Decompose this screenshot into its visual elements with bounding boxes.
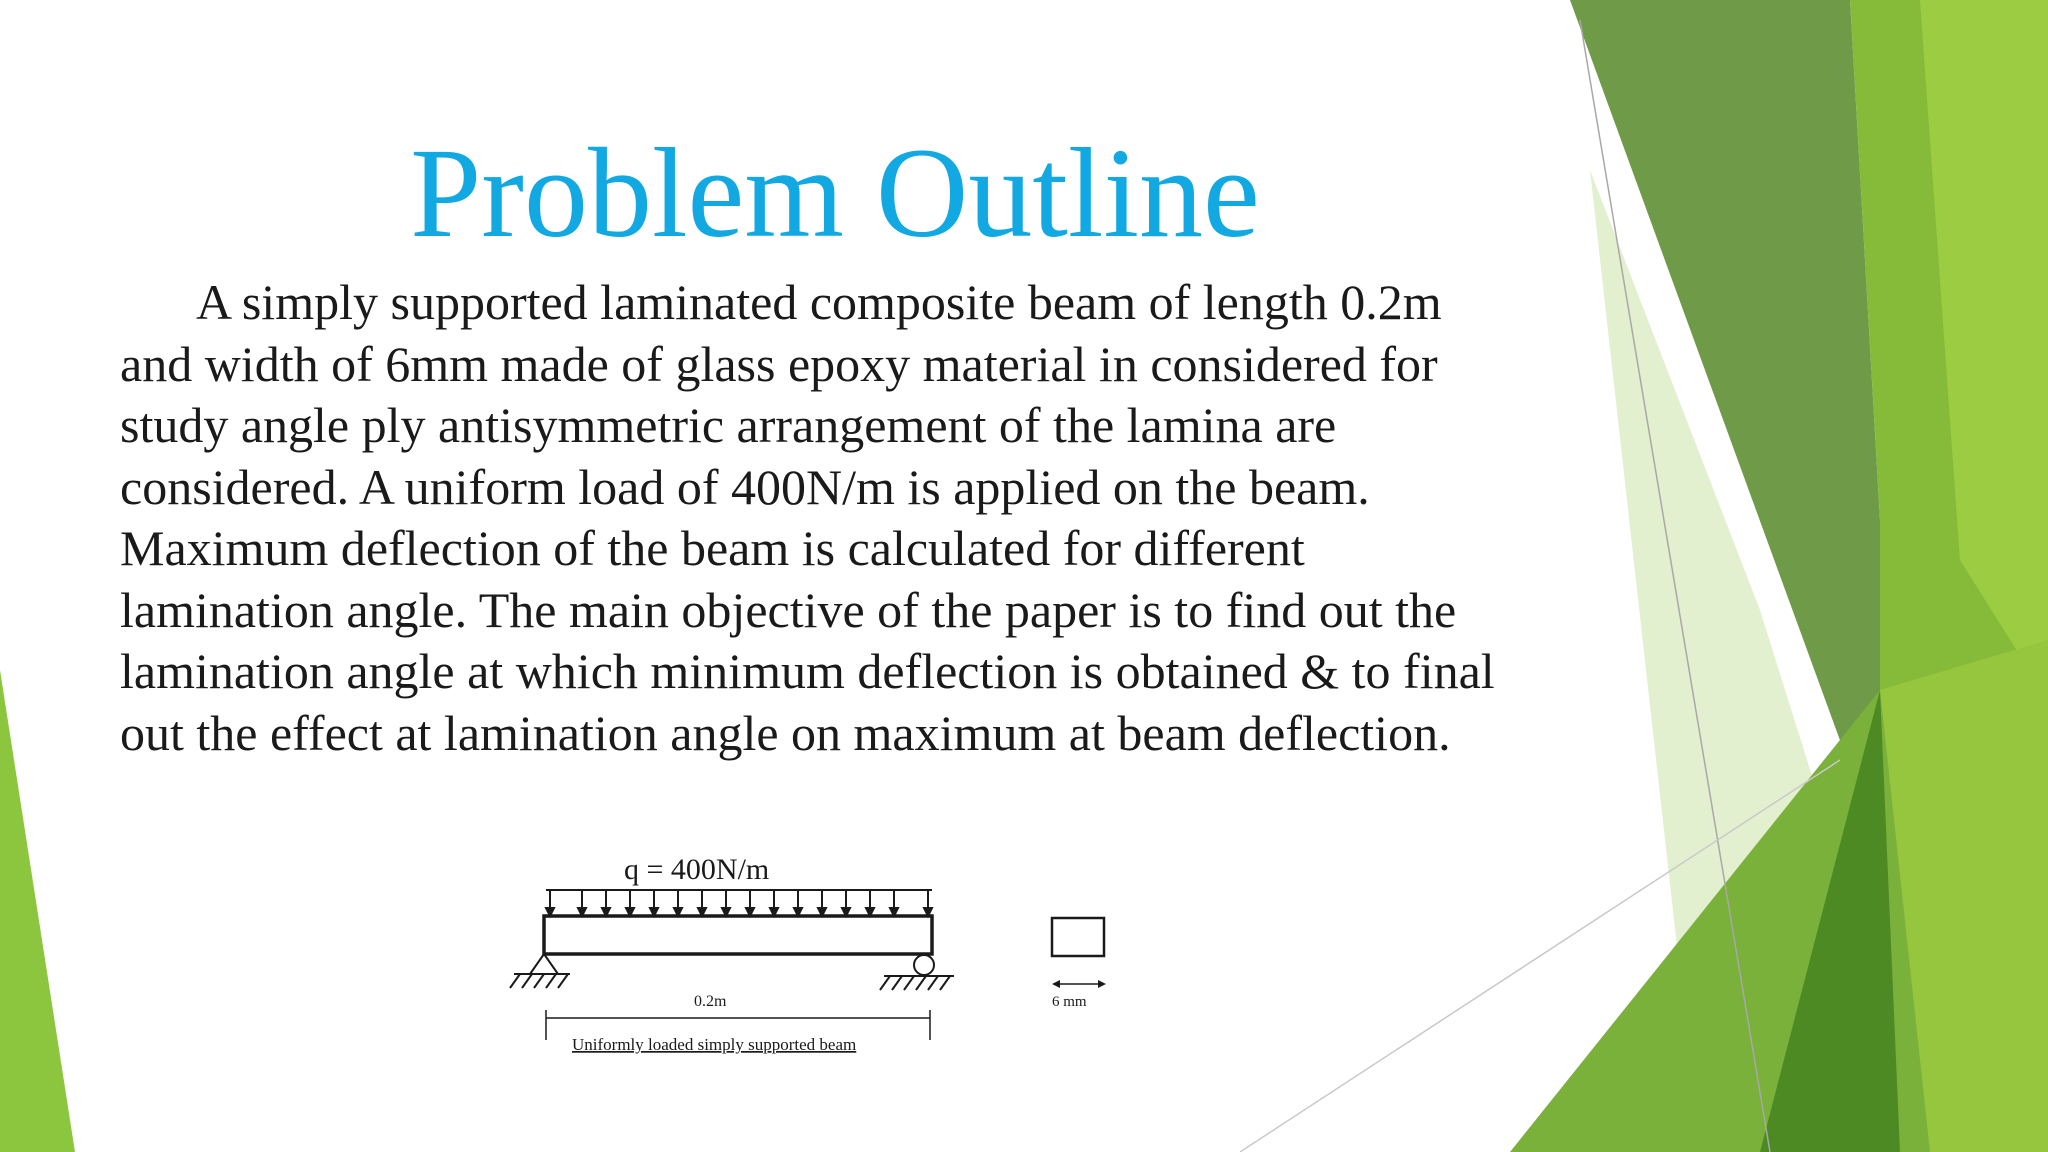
body-line: out the effect at lamination angle on maximum at beam deflection. <box>120 704 1451 761</box>
load-label: q = 400N/m <box>624 853 770 886</box>
body-line: Maximum deflection of the beam is calculated for different <box>120 520 1305 576</box>
slide-title: Problem Outline <box>410 122 1260 264</box>
body-line: lamination angle. The main objective of the paper is to find out the <box>120 581 1457 638</box>
body-line: study angle ply antisymmetric arrangement of the lamina are <box>120 397 1337 453</box>
length-label: 0.2m <box>694 993 727 1010</box>
body-line: considered. A uniform load of 400N/m is applied on the beam. <box>120 458 1370 515</box>
width-label: 6 mm <box>1052 994 1087 1010</box>
body-line: lamination angle at which minimum deflection is obtained & to final <box>120 643 1495 699</box>
width-arrow-right <box>1098 980 1106 988</box>
beam-body <box>544 916 932 954</box>
left-green-shape <box>0 670 75 1152</box>
body-line: A simply supported laminated composite beam of length 0.2m <box>196 274 1442 330</box>
beam-diagram <box>500 850 1140 1080</box>
left-pin-support <box>510 954 570 988</box>
beam-figure <box>500 850 1140 1080</box>
body-line: and width of 6mm made of glass epoxy material in considered for <box>120 335 1438 392</box>
figure-caption: Uniformly loaded simply supported beam <box>572 1035 857 1054</box>
width-arrow-left <box>1052 980 1060 988</box>
cross-section-box <box>1052 918 1104 956</box>
slide-body <box>120 272 1560 764</box>
right-roller-support <box>880 955 954 990</box>
load-arrows <box>546 890 932 916</box>
